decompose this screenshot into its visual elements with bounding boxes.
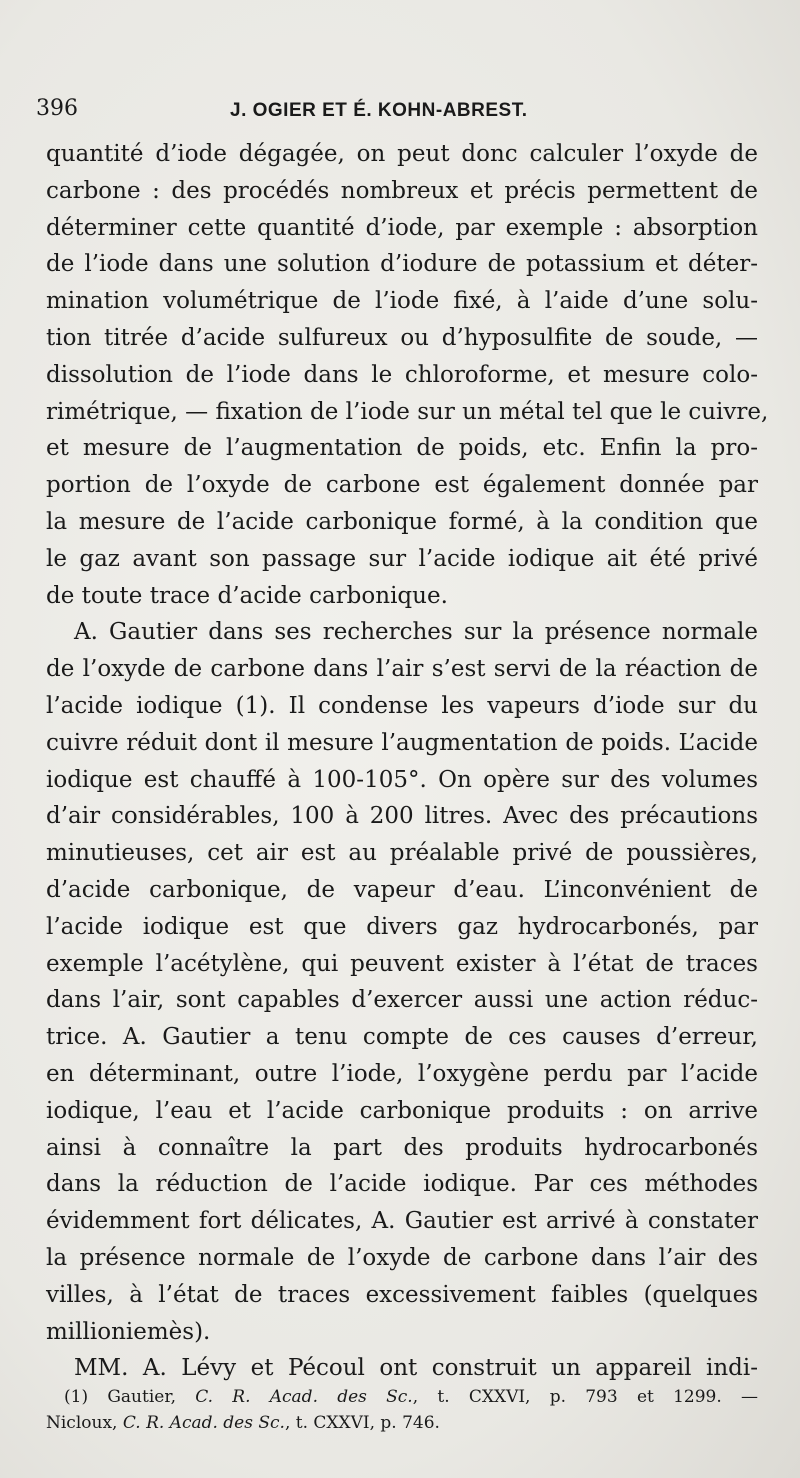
text-line: tion titrée d’acide sulfureux ou d’hyposulfite de soude, — [46, 324, 758, 351]
text-line: de toute trace d’acide carbonique. [46, 582, 448, 609]
text-line: trice. A. Gautier a tenu compte de ces causes d’erreur, [46, 1024, 758, 1051]
body-text [46, 136, 769, 1387]
footnote-marker: (1) [64, 1387, 89, 1407]
text-line: de l’oxyde de carbone dans l’air s’est servi de la réaction de [46, 656, 758, 683]
text-line: en déterminant, outre l’iode, l’oxygène perdu par l’acide [46, 1060, 758, 1087]
text-line: et mesure de l’augmentation de poids, etc. Enfin la pro- [46, 435, 758, 462]
text-line: mination volumétrique de l’iode fixé, à l’aide d’une solu- [46, 288, 758, 315]
text-line: exemple l’acétylène, qui peuvent exister à l’état de traces [46, 950, 758, 977]
text-line: l’acide iodique est que divers gaz hydrocarbonés, par [46, 913, 758, 940]
text-line: A. Gautier dans ses recherches sur la présence normale [74, 619, 758, 646]
text-line: l’acide iodique (1). Il condense les vapeurs d’iode sur du [46, 692, 758, 719]
running-head [36, 96, 756, 130]
text-line: iodique est chauffé à 100-105°. On opère sur des volumes [46, 766, 758, 793]
text-line: d’air considérables, 100 à 200 litres. Avec des précautions [46, 803, 758, 830]
footnote-journal: C. R. Acad. des Sc. [195, 1387, 413, 1407]
text-line: minutieuses, cet air est au préalable privé de poussières, [46, 840, 758, 867]
text-line: dans l’air, sont capables d’exercer aussi une action réduc- [46, 987, 758, 1014]
page-number: 396 [36, 96, 78, 121]
footnote-line [46, 1410, 758, 1436]
text-line: la mesure de l’acide carbonique formé, à la condition que [46, 508, 758, 535]
text-line: évidemment fort délicates, A. Gautier est arrivé à constater [46, 1208, 758, 1235]
text-line: quantité d’iode dégagée, on peut donc calculer l’oxyde de [46, 141, 758, 167]
footnote [46, 1384, 758, 1436]
text-line: d’acide carbonique, de vapeur d’eau. L’inconvénient de [46, 876, 758, 903]
text-line: dans la réduction de l’acide iodique. Par ces méthodes [46, 1171, 758, 1198]
footnote-author: Gautier, [107, 1387, 176, 1407]
text-line: millioniemès). [46, 1318, 211, 1345]
text-line: déterminer cette quantité d’iode, par exemple : absorption [46, 214, 758, 241]
text-line: le gaz avant son passage sur l’acide iodique ait été privé [46, 545, 758, 572]
text-line: carbone : des procédés nombreux et précis permettent de [46, 177, 758, 204]
running-title: J. OGIER ET É. KOHN-ABREST. [230, 100, 528, 121]
text-line: villes, à l’état de traces excessivement faibles (quelques [46, 1281, 758, 1308]
text-line: de l’iode dans une solution d’iodure de potassium et déter- [46, 251, 758, 278]
text-line: la présence normale de l’oxyde de carbone dans l’air des [46, 1244, 758, 1271]
footnote-line [46, 1384, 758, 1410]
footnote-journal: C. R. Acad. des Sc. [122, 1413, 285, 1433]
text-line: portion de l’oxyde de carbone est également donnée par [46, 472, 758, 499]
text-line: MM. A. Lévy et Pécoul ont construit un appareil indi- [74, 1355, 758, 1382]
text-line: dissolution de l’iode dans le chloroforme, et mesure colo- [46, 361, 758, 388]
footnote-author: Nicloux, [46, 1413, 118, 1433]
text-line: iodique, l’eau et l’acide carbonique produits : on arrive [46, 1097, 758, 1124]
text-line: cuivre réduit dont il mesure l’augmentation de poids. L’acide [46, 729, 758, 756]
text-line: rimétrique, — fixation de l’iode sur un métal tel que le cuivre, [46, 398, 769, 425]
footnote-reference: , t. CXXVI, p. 793 et 1299. — [412, 1387, 758, 1407]
footnote-reference: , t. CXXVI, p. 746. [284, 1413, 440, 1433]
text-line: ainsi à connaître la part des produits hydrocarbonés [46, 1134, 758, 1161]
